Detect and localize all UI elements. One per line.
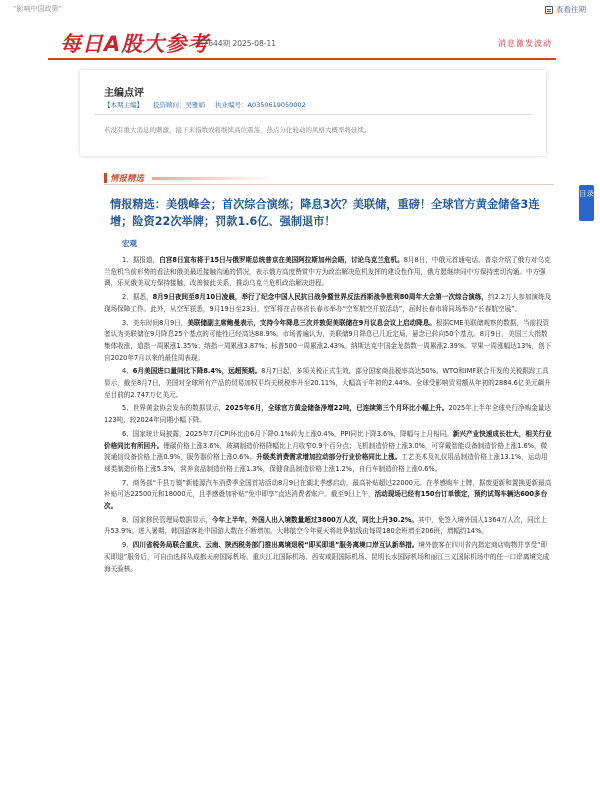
section-accent-bar xyxy=(104,173,107,183)
news-paragraph xyxy=(104,478,552,513)
paragraph-text: 2、据悉， xyxy=(122,293,153,302)
paragraph-text: 8月7日起，多项关税正式生效，部分国家商品税率高达50%。WTO和IMF联合开发的关税跟踪工具显示，截至8月7日，美国对全球所有产品的贸易加权平均关税税率升至20.11%，大幅高于年初的2.44%。全球受影响贸易额从年初的2884.6亿美元飙升至目前的2.747万亿美元。 xyxy=(104,367,551,399)
editor-byline xyxy=(104,100,306,109)
paragraph-text: 约2.2万人参加演练及现场保障工作。此外，从空军获悉，9月19日至23日，空军将在吉林省长春市举办“空军航空开放活动”，届时长春市将同场举办“长春航空展”。 xyxy=(104,293,552,313)
paragraph-text: 其中，免签入境外国人1364万人次，同比上升53.9%。进入暑期，韩国游客赴中国游人数在不断增加。大韩航空今年夏天将赴华航线由每周180余班增至206班，增幅约14%。 xyxy=(104,515,547,536)
news-paragraph xyxy=(104,255,552,290)
macro-subheading: 宏观 xyxy=(122,239,137,248)
highlight-text: 四川省税务局联合重庆、云南、陕西税务部门推出离境退税“即买即退”服务离境口岸互认新举措。 xyxy=(132,541,419,550)
editor-review-text: 若没有重大消息的刺激，接下来指数或将继续高位震荡，热点分化轮动的风格大概率将延续。 xyxy=(104,126,371,134)
article-body xyxy=(104,255,552,577)
news-paragraph xyxy=(104,403,552,426)
top-tagline: "影响中国政策" xyxy=(14,6,61,13)
news-paragraph xyxy=(104,292,552,315)
top-bar xyxy=(0,0,600,18)
calendar-icon xyxy=(545,6,553,14)
highlight-text: 白宫8日宣布将于15日与俄罗斯总统普京在美国阿拉斯加州会晤，讨论乌克兰危机。 xyxy=(159,256,404,264)
paragraph-text: 6、国家统计局披露，2025年7月CPI环比由6月下降0.1%转为上涨0.4%，PPI同比下降3.6%，降幅与上月相同。 xyxy=(122,429,453,438)
highlight-text: 活动现场已经有150台订单锁定，预约试驾车辆达600多台次。 xyxy=(104,490,548,511)
highlight-text: 升级类消费需求增加拉动部分行业价格同比上涨。 xyxy=(256,453,402,462)
paragraph-text: 3、美东时间8月9日， xyxy=(122,318,188,327)
view-past-issues-label: 查看往期 xyxy=(556,5,586,14)
paragraph-text: 9、 xyxy=(122,541,133,550)
masthead xyxy=(48,28,556,60)
news-paragraph xyxy=(104,515,552,538)
highlight-text: 6月美国进口量同比下降8.4%，远超预期。 xyxy=(132,367,262,376)
section-decor-stripe xyxy=(152,177,272,180)
editor-card-title: 主编点评 xyxy=(104,88,144,99)
highlight-text: 2025年6月，全球官方黄金储备净增22吨，已连续第三个月环比小幅上升。 xyxy=(225,404,449,413)
paragraph-text: 根据CME美联储观察的数据，当前投资者认为美联储在9月降息25个基点的可能性已经高达88.9%。市场普遍认为，美联储9月降息已几近定局，悬念已转向50个基点。8月9日，美国三大指数集体收涨，道指一周累涨1.35%；纳指一周累涨3.87%；标普500一周累涨2.43%。纳斯达克中国金龙指数一周累涨2.39%。苹果一周涨幅达13%，创下自2020年7月以来的最佳周表现。 xyxy=(104,318,552,362)
article-headline: 情报精选：美俄峰会；首次综合演练；降息3次？美联储，重磅！全球官方黄金储备3连增；险资22次举牌；罚款1.6亿、强制退市！ xyxy=(110,198,540,228)
news-paragraph xyxy=(104,318,552,365)
section-label: 情报精选 xyxy=(110,174,145,184)
license-number: 执业编号：A0350619050002 xyxy=(215,101,306,109)
paragraph-text: 2025年上半年全球央行净购金量达123吨，较2024年同期小幅下降。 xyxy=(104,404,551,425)
paragraph-text: 8、国家移民管理局数据显示， xyxy=(122,515,212,524)
paragraph-text: 工艺美术及礼仪用品制造价格上涨13.1%，运动用球类制造价格上涨5.3%，营养食品制造价格上涨1.3%，保健食品制造价格上涨1.2%，自行车制造价格上涨0.6%。 xyxy=(104,453,548,473)
section-header xyxy=(104,171,554,185)
news-paragraph xyxy=(104,366,552,401)
highlight-text: 新兴产业快速成长壮大，相关行业价格同比有所回升。 xyxy=(104,429,552,450)
news-paragraph xyxy=(104,429,552,476)
view-past-issues-link[interactable] xyxy=(545,4,586,15)
highlight-text: 美联储副主席鲍曼表示，支持今年降息三次并敦促美联储在9月议息会议上启动降息。 xyxy=(187,318,436,327)
table-of-contents-tab[interactable]: 目录 xyxy=(579,185,594,221)
paragraph-text: 4、 xyxy=(122,367,133,376)
issue-number-date: 第7644期 2025-08-11 xyxy=(196,39,277,48)
highlight-text: 今年上半年，外国人出入境数量超过3800万人次，同比上升30.2%。 xyxy=(211,515,418,524)
paragraph-text: 5、世界黄金协会发布的数据显示， xyxy=(122,404,226,413)
highlight-text: 8月9日夜间至8月10日凌晨，举行了纪念中国人民抗日战争暨世界反法西斯战争胜利80周年大会第一次综合演练， xyxy=(152,293,489,302)
paragraph-text: 7、商务部“千县万镇”新能源汽车消费季全国首站活动8月9日在湖北孝感启动，最高补贴超过22000元。在孝感购车上牌，据废更新和置换更新最高补贴可达22500元和18000元，且孝感叠加补贴“免申即享”直达消费者账户。截至9日上午， xyxy=(104,478,552,499)
paragraph-text: 1、据报道， xyxy=(122,256,160,264)
paragraph-text: 境外旅客在四川省内指定商店购物并享受“即买即退”服务后，可自由选择从成都天府国际机场、重庆江北国际机场、西安咸阳国际机场、昆明长水国际机场和丽江三义国际机场中的任一口岸离境完成海关验核。 xyxy=(104,541,550,573)
news-paragraph xyxy=(104,540,552,575)
byline-label: 【本期主编】 xyxy=(104,101,143,109)
brand-logo: 每日A股大参考 xyxy=(60,32,210,56)
paragraph-text: 8月8日，中俄元首通电话。普京介绍了俄方对乌克兰危机当前形势的看法和俄美最近接触沟通的情况，表示俄方高度赞赏中方为政治解决危机发挥的建设性作用，俄方愿继续同中方保持密切沟通。中方强调，乐见俄美双方保持接触，改善彼此关系，推动乌克兰危机政治解决进程。 xyxy=(104,256,551,288)
editor-comment-card xyxy=(80,70,546,156)
divider xyxy=(94,114,532,115)
paragraph-text: 锂碳价格上涨3.6%，玻璃制造价格降幅比上月收窄0.9个百分点；飞机制造价格上涨3.0%，可穿戴智能设备制造价格上涨1.6%，微波通信设备价格上涨0.9%，服务器价格上涨0.6%。 xyxy=(104,441,548,462)
advisor-name: 投资顾问：吴雅娟 xyxy=(153,101,205,109)
masthead-slogan: 消息激发波动 xyxy=(498,39,552,48)
